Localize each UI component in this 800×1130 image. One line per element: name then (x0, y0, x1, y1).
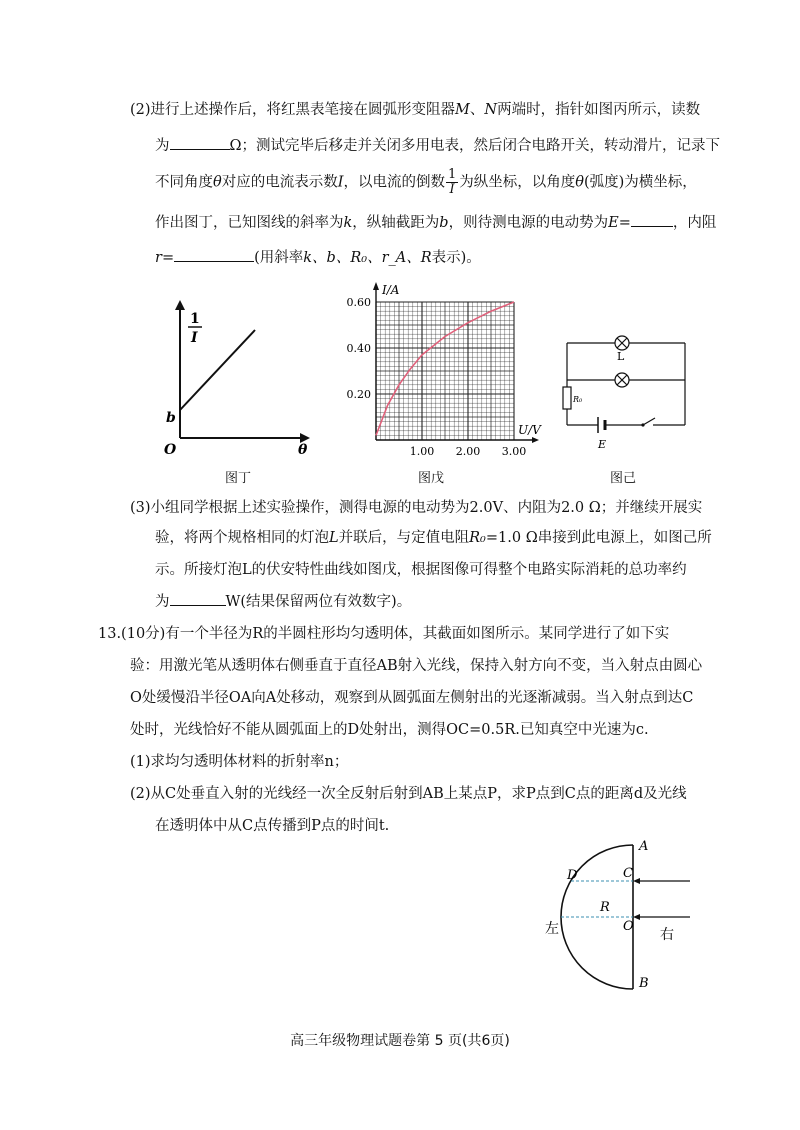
label-left: 左 (545, 921, 559, 937)
internal-resistance-blank[interactable] (174, 261, 254, 262)
ding-intercept-label: b (166, 410, 176, 426)
ding-y-den: I (191, 330, 198, 346)
caption-ding: 图丁 (225, 471, 252, 486)
q13-sub1: (1)求均匀透明体材料的折射率n； (130, 754, 349, 770)
q13-line3: O处缓慢沿半径OA向A处移动，观察到从圆弧面左侧射出的光逐渐减弱。当入射点到达C (130, 690, 694, 706)
x-axis-label: U/V (518, 423, 541, 437)
resistor-r0 (563, 387, 571, 409)
q12-part3-line1: (3)小组同学根据上述实验操作，测得电源的电动势为2.0V、内阻为2.0 Ω；并继续开展实 (130, 500, 703, 516)
ohm-reading-blank[interactable] (170, 149, 230, 150)
switch-blade (643, 418, 655, 425)
label-r: R (600, 900, 610, 915)
ding-y-num: 1 (190, 311, 200, 327)
ding-y-arrow (175, 300, 185, 310)
caption-wu: 图戊 (418, 471, 445, 486)
power-blank[interactable] (170, 605, 226, 606)
figure-semicircle (545, 835, 720, 995)
q12-part3-line4: 为 W(结果保留两位有效数字)。 (155, 594, 412, 610)
ding-origin-label: O (164, 442, 177, 458)
label-a: A (639, 839, 649, 854)
q13-line4: 处时，光线恰好不能从圆弧面上的D处射出，测得OC=0.5R.已知真空中光速为c. (130, 722, 649, 738)
x-tick-label: 2.00 (455, 445, 481, 458)
q13-line1: 13.(10分)有一个半径为R的半圆柱形均匀透明体，其截面如图所示。某同学进行了如下实 (98, 626, 670, 642)
resistor-label: R₀ (573, 395, 583, 404)
q13-sub2-line1: (2)从C处垂直入射的光线经一次全反射后射到AB上某点P，求P点到C点的距离d及光线 (130, 786, 687, 802)
page-footer: 高三年级物理试题卷第 5 页(共6页) (290, 1033, 510, 1049)
q13-sub2-line2: 在透明体中从C点传播到P点的时间t. (155, 818, 390, 834)
figure-wu-chart (338, 283, 541, 465)
q12-part2-line5: r= (用斜率k、b、R₀、r_A、R表示)。 (155, 250, 481, 266)
q12-part2-line1: (2)进行上述操作后，将红黑表笔接在圆弧形变阻器M、N两端时，指针如图丙所示，读数 (130, 102, 701, 118)
q12-part3-line2: 验，将两个规格相同的灯泡L并联后，与定值电阻R₀=1.0 Ω串接到此电源上，如图己所 (155, 530, 712, 546)
y-tick-label: 0.20 (346, 388, 371, 401)
y-axis-label: I/A (382, 283, 400, 297)
y-tick-label: 0.60 (346, 296, 371, 309)
emf-blank[interactable] (631, 226, 673, 227)
x-tick-label: 1.00 (409, 445, 435, 458)
lamp-label: L (617, 350, 625, 363)
arrow-c (633, 878, 640, 884)
x-tick-label: 3.00 (501, 445, 527, 458)
q12-part3-line3: 示。所接灯泡L的伏安特性曲线如图戊，根据图像可得整个电路实际消耗的总功率约 (155, 562, 687, 578)
figure-ji-circuit (555, 335, 700, 465)
reciprocal-fraction: $\frac{1}{I}$ (447, 167, 457, 197)
switch-pivot (641, 423, 644, 426)
y-tick-label: 0.40 (346, 342, 371, 355)
label-c: C (623, 866, 633, 881)
q12-part2-line4: 作出图丁，已知图线的斜率为k，纵轴截距为b，则待测电源的电动势为E= ，内阻 (155, 215, 717, 231)
caption-ji: 图己 (610, 471, 637, 486)
label-d: D (567, 868, 578, 883)
arrow-o (633, 914, 640, 920)
label-o: O (623, 919, 634, 934)
label-b: B (639, 976, 649, 991)
q12-part2-line3: 不同角度θ对应的电流表示数I，以电流的倒数 $\frac{1}{I}$ 为纵坐标，以角度θ(弧度)为横坐标， (155, 167, 697, 197)
x-axis-arrow (532, 437, 539, 443)
label-right: 右 (660, 927, 674, 943)
source-label: E (598, 438, 607, 451)
ding-x-label: θ (298, 442, 308, 458)
y-axis-arrow (373, 282, 379, 290)
figure-ding (160, 300, 310, 465)
q12-part2-line2: 为 Ω；测试完毕后移走并关闭多用电表，然后闭合电路开关，转动滑片，记录下 (155, 138, 721, 154)
q13-line2: 验：用激光笔从透明体右侧垂直于直径AB射入光线，保持入射方向不变，当入射点由圆心 (130, 658, 703, 674)
